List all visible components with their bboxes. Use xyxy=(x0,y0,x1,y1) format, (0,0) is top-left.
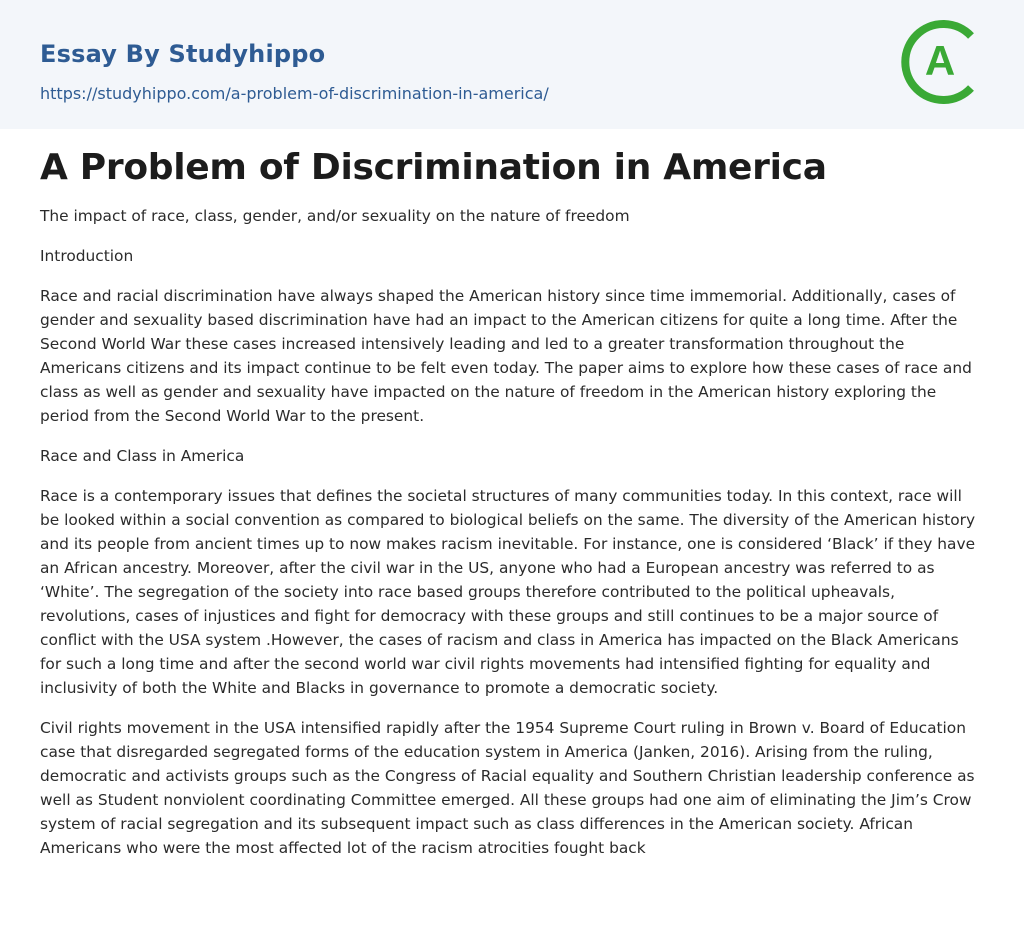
page-title: A Problem of Discrimination in America xyxy=(40,147,827,188)
brand-title[interactable]: Essay By Studyhippo xyxy=(40,40,326,68)
logo-letter: A xyxy=(924,37,956,84)
paragraph-introduction: Race and racial discrimination have always shaped the American history since time immemorial. Additionally, cases of gender and sexuality based discrimination have had an impact to the American citizens for quite a long time. After the Second World War these cases increased intensively leading and led to a greater transformation throughout the Americans citizens and its impact continue to be felt even today. The paper aims to explore how these cases of race and class as well as gender and sexuality have impacted on the nature of freedom in the American history exploring the period from the Second World War to the present. xyxy=(40,287,972,425)
paragraph-civil-rights: Civil rights movement in the USA intensified rapidly after the 1954 Supreme Court ruling in Brown v. Board of Education case that disregarded segregated forms of the education system in America (Janken, 2016). Arising from the ruling, democratic and activists groups such as the Congress of Racial equality and Southern Christian leadership conference as well as Student nonviolent coordinating Committee emerged. All these groups had one aim of eliminating the Jim’s Crow system of racial segregation and its subsequent impact such as class differences in the American society. African Americans who were the most affected lot of the racism atrocities fought back xyxy=(40,719,975,857)
paragraph-race-class: Race is a contemporary issues that defines the societal structures of many communities today. In this context, race will be looked within a social convention as compared to biological beliefs on the same. The diversity of the American history and its people from ancient times up to now makes racism inevitable. For instance, one is considered ‘Black’ if they have an African ancestry. Moreover, after the civil war in the US, anyone who had a European ancestry was referred to as ‘White’. The segregation of the society into race based groups therefore contributed to the political upheavals, revolutions, cases of injustices and fight for democracy with these groups and still continues to be a major source of conflict with the USA system .However, the cases of racism and class in America has impacted on the Black Americans for such a long time and after the second world war civil rights movements had intensified fighting for equality and inclusivity of both the White and Blacks in governance to promote a democratic society. xyxy=(40,487,976,697)
site-header xyxy=(0,0,1024,129)
essay-subtitle: The impact of race, class, gender, and/or sexuality on the nature of freedom xyxy=(40,207,630,225)
section-heading-race-class: Race and Class in America xyxy=(40,447,245,465)
article-body xyxy=(40,147,984,860)
studyhippo-logo[interactable] xyxy=(900,18,988,106)
section-heading-introduction: Introduction xyxy=(40,247,134,265)
source-link[interactable]: https://studyhippo.com/a-problem-of-discrimination-in-america/ xyxy=(40,84,549,103)
